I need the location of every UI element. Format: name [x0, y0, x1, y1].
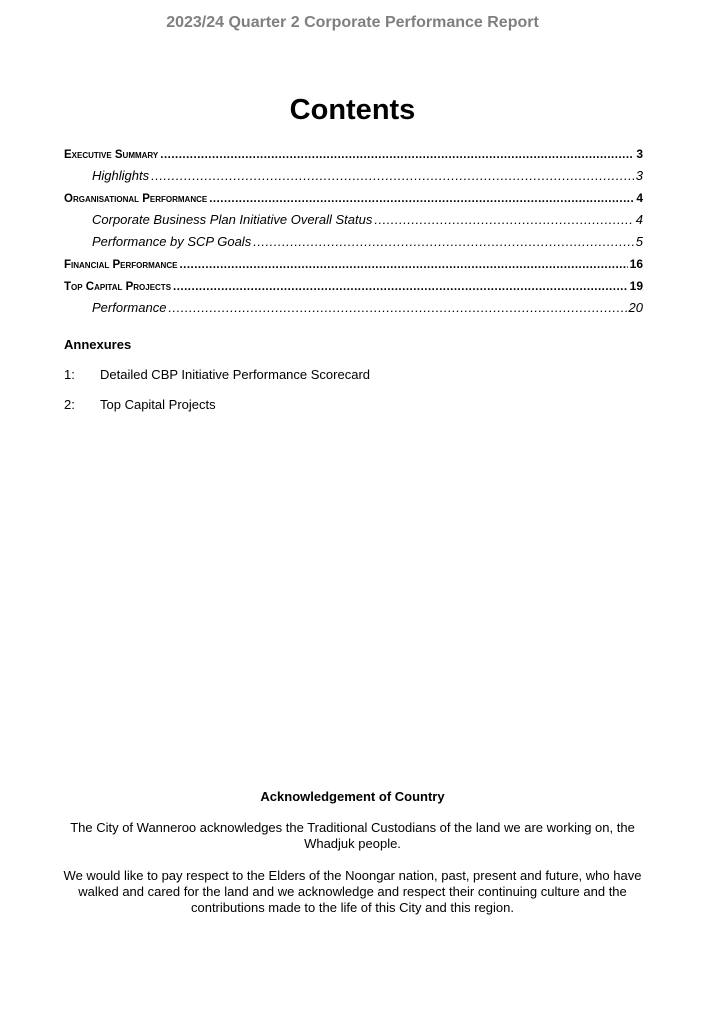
toc-entry-performance[interactable]	[64, 297, 643, 319]
toc-dot-leader	[209, 188, 634, 209]
toc-entry-label: Performance	[92, 300, 167, 315]
toc-dot-leader	[179, 254, 627, 275]
annexure-item	[64, 397, 643, 427]
report-header-title: 2023/24 Quarter 2 Corporate Performance Report	[166, 14, 539, 31]
toc-dot-leader	[160, 144, 634, 165]
annexures-list	[64, 367, 643, 427]
toc-entry-organisational-performance[interactable]	[64, 187, 643, 209]
acknowledgement-paragraph-2: We would like to pay respect to the Elders of the Noongar nation, past, present and future, who have walked and cared for the land and we acknowledge and respect their continuing culture and the contributions made to the life of this City and this region.	[63, 868, 642, 915]
toc-page-number: 5	[635, 234, 643, 249]
toc-page-number: 16	[629, 257, 643, 271]
toc-entry-top-capital-projects[interactable]	[64, 275, 643, 297]
annexure-item	[64, 367, 643, 397]
toc-entry-financial-performance[interactable]	[64, 253, 643, 275]
contents-title: Contents	[289, 94, 416, 126]
toc-entry-cbp-initiative-status[interactable]	[64, 209, 643, 231]
toc-page-number: 19	[629, 279, 643, 293]
toc-dot-leader	[253, 231, 634, 253]
toc-entry-highlights[interactable]	[64, 165, 643, 187]
table-of-contents	[64, 143, 643, 319]
toc-entry-label: Organisational Performance	[64, 193, 208, 205]
annexure-number: 1:	[64, 367, 75, 382]
toc-page-number: 4	[635, 212, 643, 227]
toc-dot-leader	[374, 209, 633, 231]
annexure-number: 2:	[64, 397, 75, 412]
toc-dot-leader	[173, 276, 628, 297]
toc-entry-executive-summary[interactable]	[64, 143, 643, 165]
annexure-label: Top Capital Projects	[100, 397, 216, 412]
acknowledgement-of-country	[60, 789, 645, 932]
toc-entry-performance-by-scp-goals[interactable]	[64, 231, 643, 253]
toc-entry-label: Executive Summary	[64, 149, 159, 161]
toc-page-number: 3	[635, 168, 643, 183]
toc-entry-label: Financial Performance	[64, 259, 178, 271]
toc-page-number: 3	[636, 147, 643, 161]
toc-entry-label: Highlights	[92, 168, 150, 183]
acknowledgement-paragraph-1: The City of Wanneroo acknowledges the Traditional Custodians of the land we are working on, the Whadjuk people.	[70, 820, 635, 851]
toc-dot-leader	[151, 165, 634, 187]
toc-page-number: 20	[628, 300, 643, 315]
acknowledgement-heading: Acknowledgement of Country	[260, 789, 445, 804]
toc-entry-label: Corporate Business Plan Initiative Overall Status	[92, 212, 373, 227]
toc-entry-label: Performance by SCP Goals	[92, 234, 252, 249]
annexures-heading: Annexures	[64, 337, 132, 352]
toc-entry-label: Top Capital Projects	[64, 281, 172, 293]
toc-page-number: 4	[636, 191, 643, 205]
toc-dot-leader	[168, 297, 626, 319]
annexure-label: Detailed CBP Initiative Performance Scorecard	[100, 367, 370, 382]
